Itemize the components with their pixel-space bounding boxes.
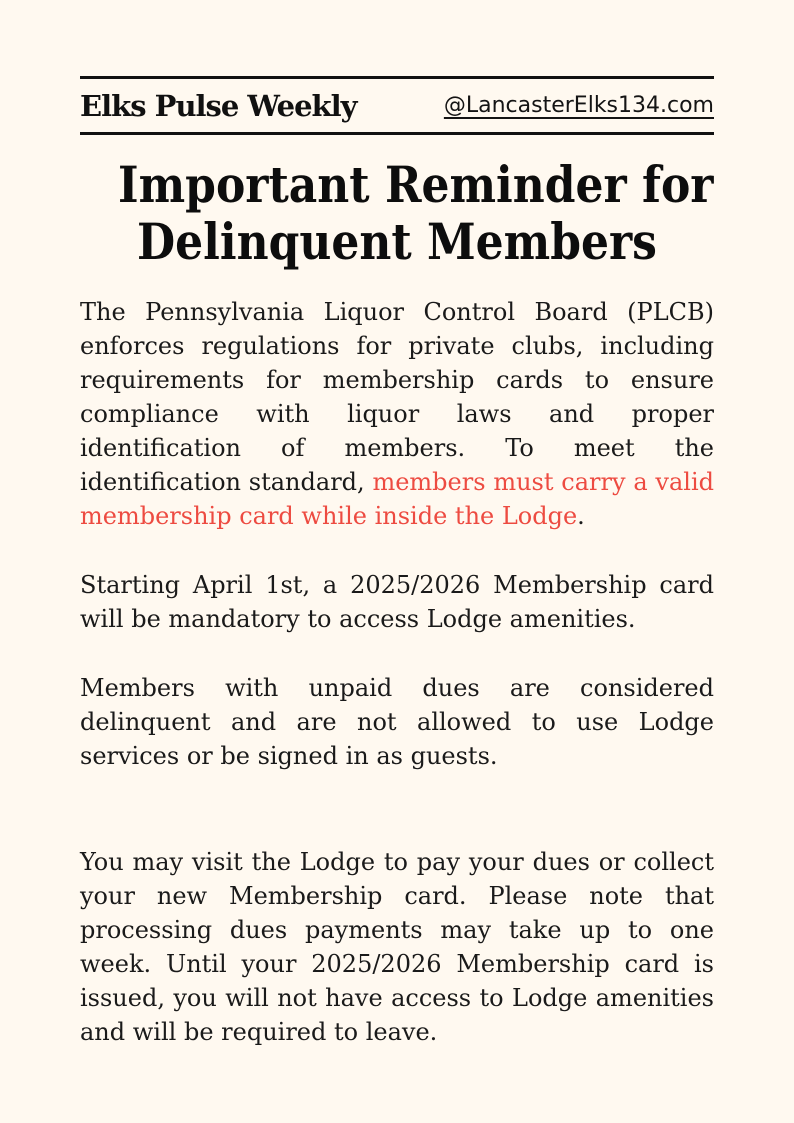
masthead [80,79,714,132]
masthead-bottom-rule [80,132,714,135]
masthead-brand: Elks Pulse Weekly [80,88,357,123]
page-title-line-2: Delinquent Members [137,212,657,271]
body-copy [80,295,714,1049]
paragraph-plcb-highlight: members must carry a valid membership card while inside the Lodge [80,468,714,530]
paragraph-april-deadline: Starting April 1st, a 2025/2026 Membership card will be mandatory to access Lodge amenities. [80,571,714,633]
page-title [80,156,714,270]
paragraph-plcb [80,295,714,533]
paragraph-plcb-text: The Pennsylvania Liquor Control Board (PLCB) enforces regulations for private clubs, including requirements for membership cards to ensure compliance with liquor laws and proper identification of members. To meet the identification standard, [80,298,714,496]
masthead-handle-link[interactable]: @LancasterElks134.com [443,93,714,118]
page-title-line-1: Important Reminder for [118,155,714,214]
newsletter-page [0,76,794,1123]
paragraph-visit-lodge: You may visit the Lodge to pay your dues or collect your new Membership card. Please note that processing dues payments may take up to one week. Until your 2025/2026 Membership card is issued, you will not have access to Lodge amenities and will be required to leave. [80,848,714,1046]
paragraph-plcb-period: . [577,502,585,530]
paragraph-delinquent-rules: Members with unpaid dues are considered delinquent and are not allowed to use Lodge services or be signed in as guests. [80,674,714,770]
